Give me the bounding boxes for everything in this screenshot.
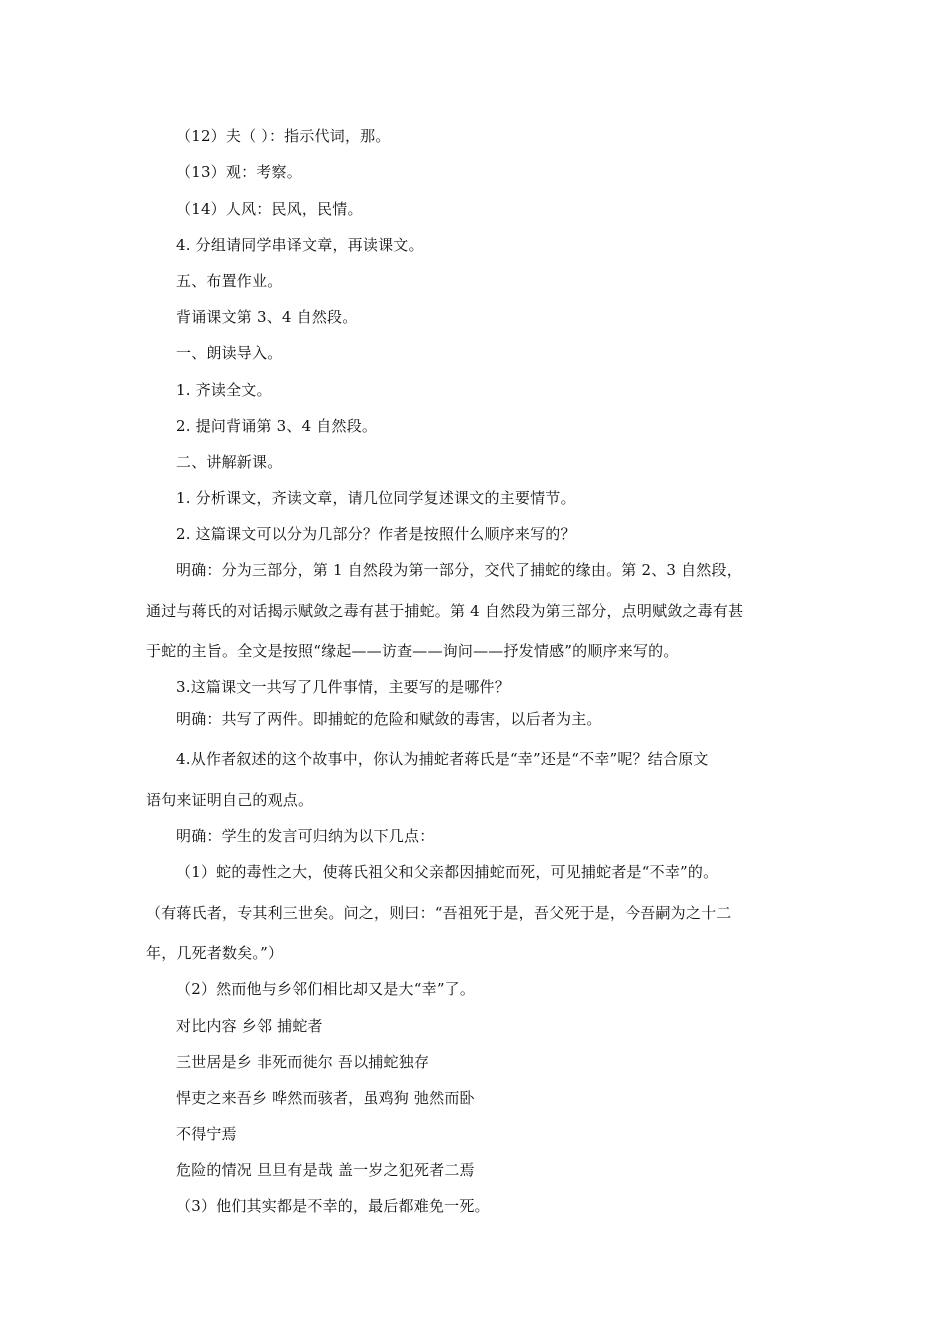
point-1-quote-line-1: （有蒋氏者，专其利三世矣。问之，则曰：“吾祖死于是，吾父死于是，今吾嗣为之十二: [146, 904, 732, 922]
section-reading-intro-heading: 一、朗读导入。: [176, 344, 283, 362]
answer-structure-line-2: 通过与蒋氏的对话揭示赋敛之毒有甚于捕蛇。第 4 自然段为第三部分，点明赋敛之毒有甚: [146, 602, 744, 620]
note-13: （13）观：考察。: [176, 163, 302, 181]
note-12: （12）夫（ ）：指示代词，那。: [176, 127, 391, 145]
homework-recite: 背诵课文第 3、4 自然段。: [176, 308, 358, 326]
intro-step-1: 1. 齐读全文。: [176, 381, 272, 399]
answer-structure-line-1: 明确：分为三部分，第 1 自然段为第一部分，交代了捕蛇的缘由。第 2、3 自然段，: [176, 561, 742, 579]
point-1-quote-line-2: 年，几死者数矣。”）: [146, 944, 284, 962]
comparison-row-3: 危险的情况 旦旦有是哉 盖一岁之犯死者二焉: [176, 1161, 475, 1179]
lesson-step-4-line-2: 语句来证明自己的观点。: [146, 791, 314, 809]
comparison-row-2: 悍吏之来吾乡 哗然而骇者，虽鸡狗 弛然而卧: [176, 1089, 475, 1107]
section-new-lesson-heading: 二、讲解新课。: [176, 453, 283, 471]
comparison-header: 对比内容 乡邻 捕蛇者: [176, 1017, 323, 1035]
comparison-row-1: 三世居是乡 非死而徙尔 吾以捕蛇独存: [176, 1053, 430, 1071]
answer-points-intro: 明确：学生的发言可归纳为以下几点：: [176, 827, 435, 845]
section-homework-heading: 五、布置作业。: [176, 272, 283, 290]
lesson-step-2: 2. 这篇课文可以分为几部分？作者是按照什么顺序来写的？: [176, 525, 576, 543]
comparison-row-2-cont: 不得宁焉: [176, 1125, 237, 1143]
lesson-step-4-line-1: 4.从作者叙述的这个故事中，你认为捕蛇者蒋氏是“幸”还是“不幸”呢？结合原文: [176, 750, 709, 768]
point-1: （1）蛇的毒性之大，使蒋氏祖父和父亲都因捕蛇而死，可见捕蛇者是“不幸”的。: [176, 863, 719, 881]
lesson-step-1: 1. 分析课文，齐读文章，请几位同学复述课文的主要情节。: [176, 489, 576, 507]
point-2: （2）然而他与乡邻们相比却又是大“幸”了。: [176, 980, 476, 998]
point-3: （3）他们其实都是不幸的，最后都难免一死。: [176, 1197, 490, 1215]
lesson-step-3: 3.这篇课文一共写了几件事情，主要写的是哪件？: [176, 678, 510, 696]
answer-structure-line-3: 于蛇的主旨。全文是按照“缘起——访查——询问——抒发情感”的顺序来写的。: [146, 642, 679, 660]
step-4-group-translate: 4. 分组请同学串译文章，再读课文。: [176, 236, 424, 254]
note-14: （14）人风：民风，民情。: [176, 200, 363, 218]
intro-step-2: 2. 提问背诵第 3、4 自然段。: [176, 417, 378, 435]
answer-events: 明确：共写了两件。即捕蛇的危险和赋敛的毒害，以后者为主。: [176, 710, 602, 728]
